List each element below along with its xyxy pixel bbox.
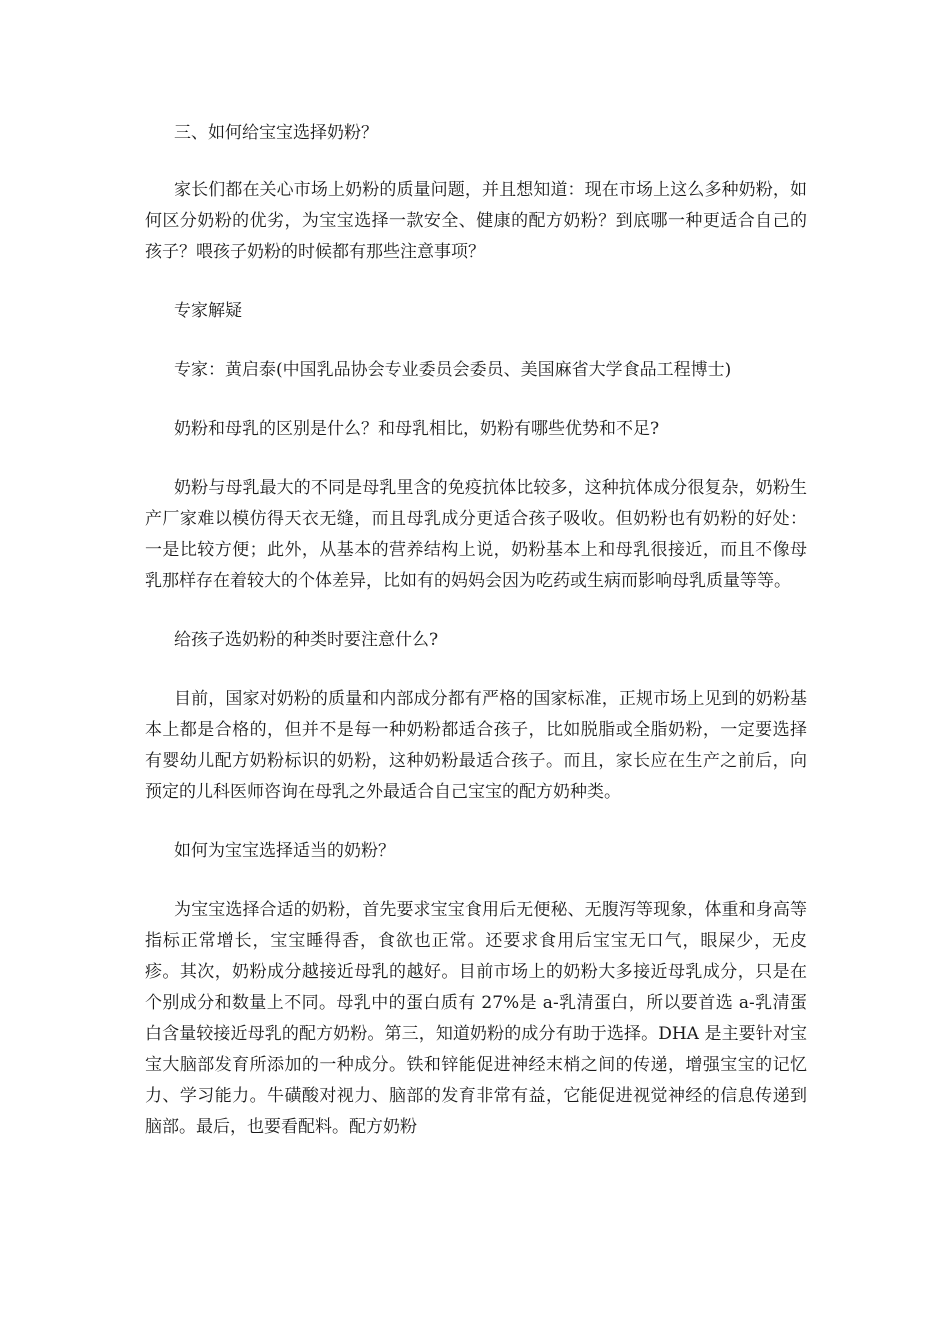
section-heading: 三、如何给宝宝选择奶粉？ — [174, 123, 378, 143]
intro-paragraph: 家长们都在关心市场上奶粉的质量问题，并且想知道：现在市场上这么多种奶粉，如何区分奶粉的优劣，为宝宝选择一款安全、健康的配方奶粉？到底哪一种更适合自己的孩子？喂孩子奶粉的时候都有那些注意事项？ — [145, 180, 807, 262]
answer-1: 奶粉与母乳最大的不同是母乳里含的免疫抗体比较多，这种抗体成分很复杂，奶粉生产厂家难以模仿得天衣无缝，而且母乳成分更适合孩子吸收。但奶粉也有奶粉的好处：一是比较方便；此外，从基本的营养结构上说，奶粉基本上和母乳很接近，而且不像母乳那样存在着较大的个体差异，比如有的妈妈会因为吃药或生病而影响母乳质量等等。 — [145, 478, 807, 591]
question-1: 奶粉和母乳的区别是什么？和母乳相比，奶粉有哪些优势和不足? — [174, 419, 660, 439]
answer-3: 为宝宝选择合适的奶粉，首先要求宝宝食用后无便秘、无腹泻等现象，体重和身高等指标正常增长，宝宝睡得香，食欲也正常。还要求食用后宝宝无口气，眼屎少，无皮疹。其次，奶粉成分越接近母乳的越好。目前市场上的奶粉大多接近母乳成分，只是在个别成分和数量上不同。母乳中的蛋白质有 27%是 a-乳清蛋白，所以要首选 a-乳清蛋白含量较接近母乳的配方奶粉。第三，知道奶粉的成分有助于选择。DHA 是主要针对宝宝大脑部发育所添加的一种成分。铁和锌能促进神经末梢之间的传递，增强宝宝的记忆力、学习能力。牛磺酸对视力、脑部的发育非常有益，它能促进视觉神经的信息传递到脑部。最后，也要看配料。配方奶粉 — [145, 900, 807, 1137]
document-body — [145, 118, 807, 1143]
answer-2: 目前，国家对奶粉的质量和内部成分都有严格的国家标准，正规市场上见到的奶粉基本上都是合格的，但并不是每一种奶粉都适合孩子，比如脱脂或全脂奶粉，一定要选择有婴幼儿配方奶粉标识的奶粉，这种奶粉最适合孩子。而且，家长应在生产之前后，向预定的儿科医师咨询在母乳之外最适合自己宝宝的配方奶种类。 — [145, 689, 807, 802]
question-3: 如何为宝宝选择适当的奶粉？ — [174, 841, 395, 861]
expert-credit: 专家：黄启泰(中国乳品协会专业委员会委员、美国麻省大学食品工程博士) — [174, 360, 732, 380]
expert-section-title: 专家解疑 — [174, 301, 242, 321]
question-2: 给孩子选奶粉的种类时要注意什么? — [174, 630, 439, 650]
